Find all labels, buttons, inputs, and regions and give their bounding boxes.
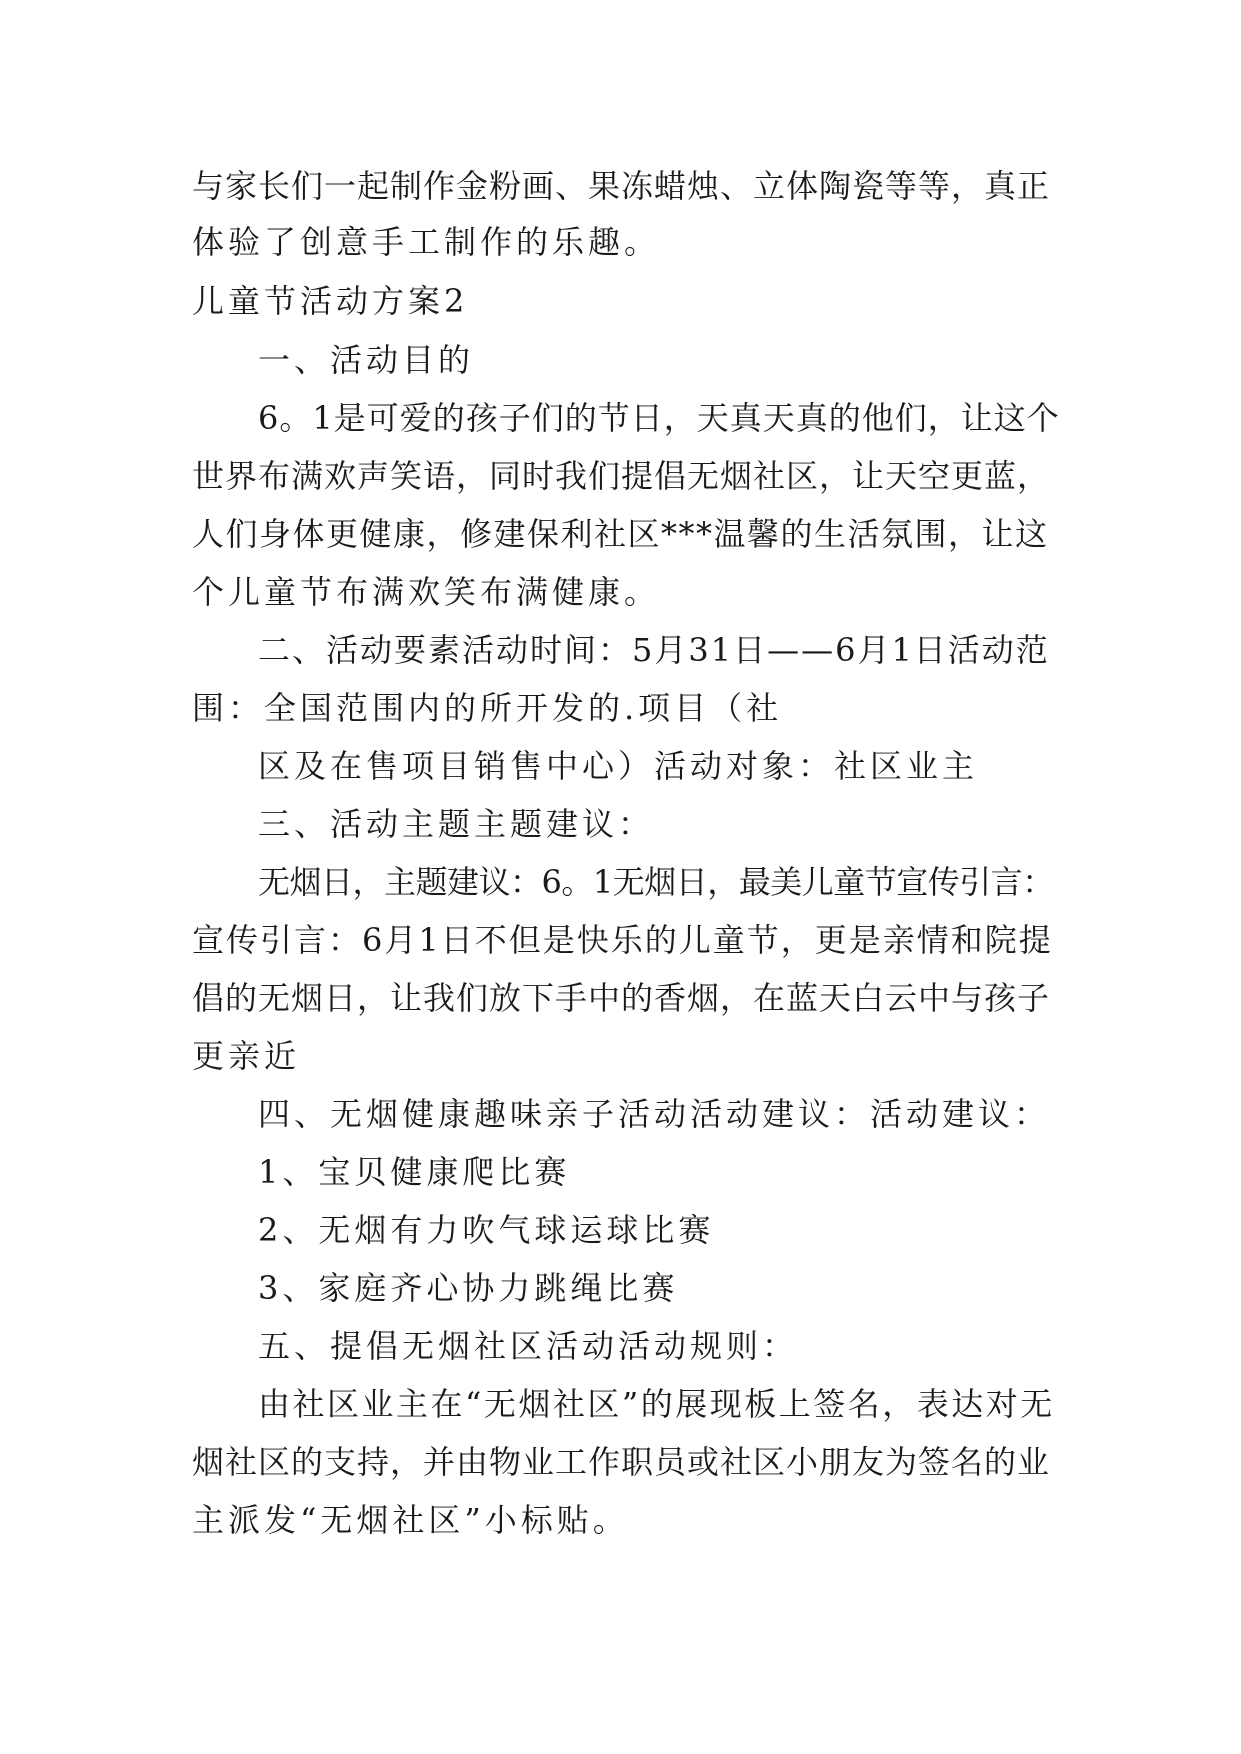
text-line: 个儿童节布满欢笑布满健康。	[192, 573, 661, 611]
text-line: 人们身体更健康，修建保利社区***温馨的生活氛围，让这	[192, 515, 1049, 553]
heading-theme: 三、活动主题主题建议：	[258, 805, 655, 843]
list-item: 1、宝贝健康爬比赛	[258, 1153, 571, 1191]
text-line: 6。1是可爱的孩子们的节日，天真天真的他们，让这个	[258, 399, 1060, 437]
text-line: 与家长们一起制作金粉画、果冻蜡烛、立体陶瓷等等，真正	[192, 167, 1051, 205]
text-line: 区及在售项目销售中心）活动对象：社区业主	[258, 747, 979, 785]
text-line: 更亲近	[192, 1037, 301, 1075]
heading-rules: 五、提倡无烟社区活动活动规则：	[258, 1327, 799, 1365]
text-line: 主派发“无烟社区”小标贴。	[192, 1501, 629, 1539]
text-line: 由社区业主在“无烟社区”的展现板上签名，表达对无	[258, 1385, 1055, 1423]
heading-elements: 二、活动要素活动时间：5月31日——6月1日活动范	[258, 631, 1050, 669]
list-item: 2、无烟有力吹气球运球比赛	[258, 1211, 715, 1249]
list-item: 3、家庭齐心协力跳绳比赛	[258, 1269, 679, 1307]
text-line: 体验了创意手工制作的乐趣。	[192, 223, 661, 261]
text-line: 倡的无烟日，让我们放下手中的香烟，在蓝天白云中与孩子	[192, 979, 1051, 1017]
text-line: 围：全国范围内的所开发的.项目（社	[192, 689, 783, 727]
section-title: 儿童节活动方案2	[192, 282, 469, 320]
heading-purpose: 一、活动目的	[258, 341, 475, 379]
text-line: 世界布满欢声笑语，同时我们提倡无烟社区，让天空更蓝，	[192, 457, 1051, 495]
text-line: 宣传引言：6月1日不但是快乐的儿童节，更是亲情和院提	[192, 921, 1053, 959]
heading-activities: 四、无烟健康趣味亲子活动活动建议：活动建议：	[258, 1095, 1051, 1133]
text-line: 无烟日，主题建议：6。1无烟日，最美儿童节宣传引言：	[258, 863, 1054, 901]
text-line: 烟社区的支持，并由物业工作职员或社区小朋友为签名的业	[192, 1443, 1051, 1481]
